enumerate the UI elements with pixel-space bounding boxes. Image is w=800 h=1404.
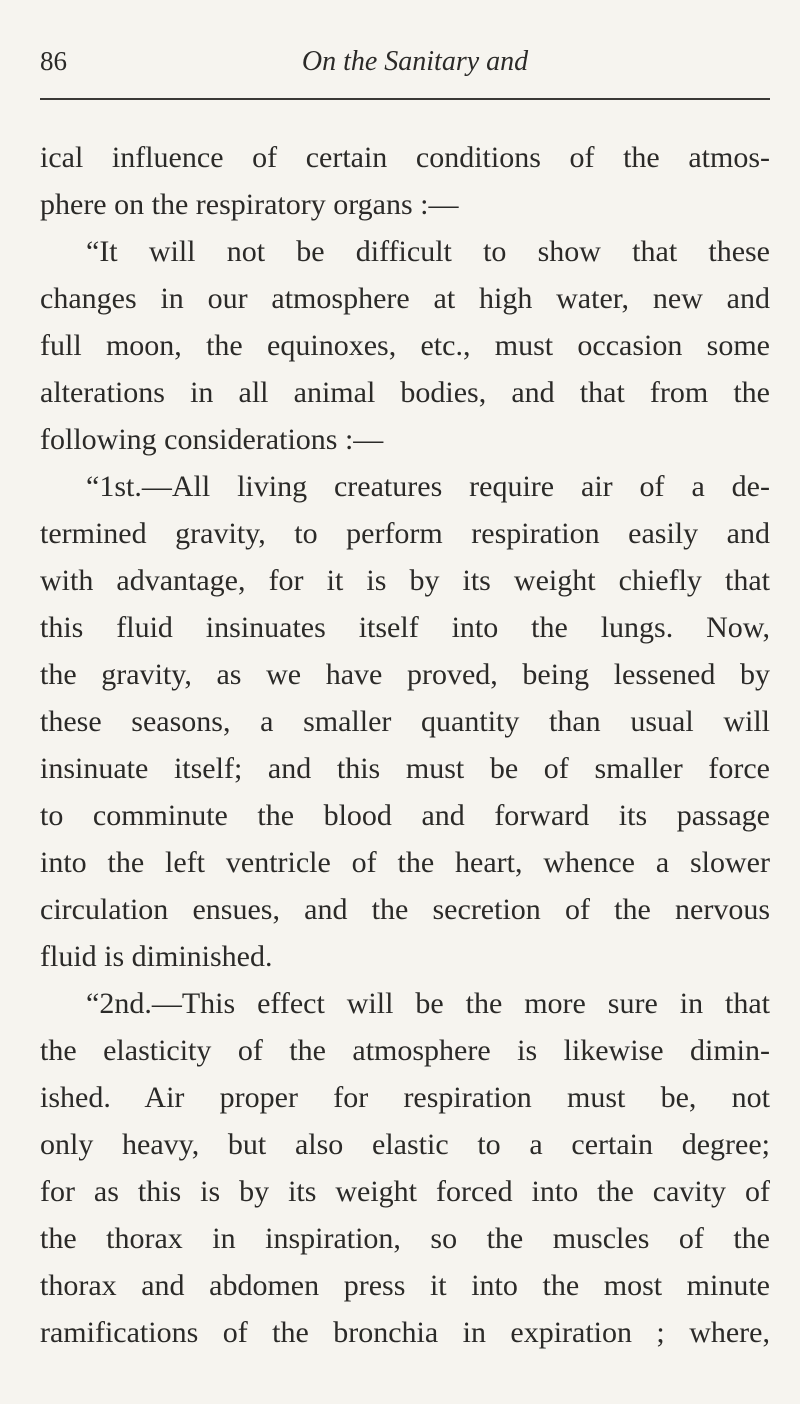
text-line: fluid is diminished. — [40, 940, 273, 973]
page-header — [40, 46, 770, 86]
body-text — [40, 134, 770, 1356]
text-line: thorax and abdomen press it into the most minute — [40, 1269, 770, 1302]
text-line: this fluid insinuates itself into the lungs. Now, — [40, 611, 770, 644]
header-rule — [40, 98, 770, 100]
text-line: the gravity, as we have proved, being lessened by — [40, 658, 770, 691]
text-line: ished. Air proper for respiration must be, not — [40, 1081, 770, 1114]
text-line: “1st.—All living creatures require air of a de- — [86, 470, 770, 503]
text-line: to comminute the blood and forward its passage — [40, 799, 770, 832]
text-line: changes in our atmosphere at high water, new and — [40, 282, 770, 315]
text-line: phere on the respiratory organs :— — [40, 188, 459, 221]
text-line: ical influence of certain conditions of the atmos- — [40, 141, 770, 174]
text-line: for as this is by its weight forced into the cavity of — [40, 1175, 770, 1208]
running-title: On the Sanitary and — [301, 46, 529, 77]
text-line: these seasons, a smaller quantity than usual will — [40, 705, 770, 738]
text-line: insinuate itself; and this must be of smaller force — [40, 752, 770, 785]
text-line: “It will not be difficult to show that these — [86, 235, 770, 268]
text-line: alterations in all animal bodies, and that from the — [40, 376, 770, 409]
text-line: only heavy, but also elastic to a certain degree; — [40, 1128, 770, 1161]
text-line: circulation ensues, and the secretion of the nervous — [40, 893, 770, 926]
text-line: full moon, the equinoxes, etc., must occasion some — [40, 329, 770, 362]
text-line: termined gravity, to perform respiration easily and — [40, 517, 770, 550]
text-line: “2nd.—This effect will be the more sure in that — [86, 987, 770, 1020]
page-number: 86 — [40, 46, 67, 76]
text-line: ramifications of the bronchia in expiration ; where, — [40, 1316, 770, 1349]
text-line: the elasticity of the atmosphere is likewise dimin- — [40, 1034, 770, 1067]
text-line: into the left ventricle of the heart, whence a slower — [40, 846, 770, 879]
text-line: with advantage, for it is by its weight chiefly that — [40, 564, 770, 597]
text-line: the thorax in inspiration, so the muscles of the — [40, 1222, 770, 1255]
text-line: following considerations :— — [40, 423, 384, 456]
